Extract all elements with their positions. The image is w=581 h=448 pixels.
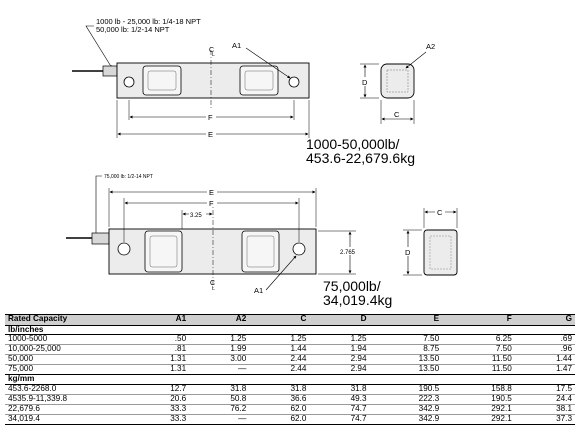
table-cell: 13.50 [370, 355, 443, 365]
table-cell: 34,019.4 [5, 414, 129, 424]
table-cell: 1.25 [249, 335, 309, 345]
table-section-label: kg/mm [5, 375, 575, 385]
table-cell: 11.50 [442, 365, 515, 375]
table-cell: .96 [515, 345, 575, 355]
top-label-c: C [394, 110, 400, 119]
table-header-cell: G [515, 315, 575, 326]
table-cell: 12.7 [129, 384, 189, 394]
table-header-cell: F [442, 315, 515, 326]
bottom-npt-note: 75,000 lb: 1/2-14 NPT [104, 174, 153, 180]
table-cell: 37.3 [515, 414, 575, 424]
table-cell: — [189, 414, 249, 424]
table-cell: 13.50 [370, 365, 443, 375]
table-cell: 38.1 [515, 404, 575, 414]
table-cell: 3.00 [189, 355, 249, 365]
table-cell: 62.0 [249, 404, 309, 414]
table-header-row [5, 315, 575, 326]
bottom-cell-body [109, 229, 316, 274]
table-header-cell: A2 [189, 315, 249, 326]
table-row [5, 355, 575, 365]
table-cell: 20.6 [129, 394, 189, 404]
top-hole-right [289, 77, 299, 87]
bottom-label-e: E [209, 188, 215, 197]
table-cell: 74.7 [309, 414, 369, 424]
bottom-label-325: 3.25 [190, 213, 202, 219]
bottom-load-cell-drawing [0, 165, 581, 315]
table-cell: 11.50 [442, 355, 515, 365]
table-cell: 62.0 [249, 414, 309, 424]
table-cell: 1.44 [249, 345, 309, 355]
top-label-a2: A2 [426, 42, 436, 51]
top-label-d: D [362, 78, 368, 87]
top-pocket-left [143, 66, 181, 95]
bottom-label-2765: 2.765 [340, 250, 356, 256]
table-cell: 1.25 [309, 335, 369, 345]
table-header-cell: Rated Capacity [5, 315, 129, 326]
table-cell: 17.5 [515, 384, 575, 394]
bottom-hole-right [293, 243, 305, 255]
table-cell: .81 [129, 345, 189, 355]
table-cell: 1.44 [515, 355, 575, 365]
table-row [5, 394, 575, 404]
table-row [5, 384, 575, 394]
table-cell: 7.50 [442, 345, 515, 355]
table-cell: 2.94 [309, 355, 369, 365]
table-cell: 1.31 [129, 355, 189, 365]
top-cable-fitting [103, 66, 117, 76]
table-cell: 1.99 [189, 345, 249, 355]
table-header-cell: D [309, 315, 369, 326]
table-cell: 4535.9-11,339.8 [5, 394, 129, 404]
table-cell: 8.75 [370, 345, 443, 355]
table-cell: 33.3 [129, 404, 189, 414]
table-cell: 50.8 [189, 394, 249, 404]
table-cell: 76.2 [189, 404, 249, 414]
bottom-pocket-left [145, 231, 182, 272]
table-cell: 292.1 [442, 414, 515, 424]
table-cell: 24.4 [515, 394, 575, 404]
top-pocket-right [240, 66, 278, 95]
bottom-caption-line2: 34,019.4kg [323, 292, 393, 308]
table-cell: 1.25 [189, 335, 249, 345]
dimensions-table [5, 314, 575, 425]
table-cell: 190.5 [442, 394, 515, 404]
top-load-cell-drawing [0, 0, 581, 165]
table-cell: 1.47 [515, 365, 575, 375]
table-cell: 1.31 [129, 365, 189, 375]
table-cell: 1.94 [309, 345, 369, 355]
table-cell: 292.1 [442, 404, 515, 414]
top-hole-left [124, 77, 134, 87]
table-cell: 36.6 [249, 394, 309, 404]
table-row [5, 414, 575, 424]
table-cell: 453.6-2268.0 [5, 384, 129, 394]
bottom-end-view [424, 230, 457, 275]
bottom-label-a1: A1 [254, 286, 264, 295]
top-npt-note-line1: 1000 lb - 25,000 lb: 1/4-18 NPT [96, 17, 201, 26]
top-end-view [381, 64, 414, 98]
bottom-note-leader [96, 176, 102, 238]
top-cl-c: C [209, 47, 215, 54]
table-header-cell: A1 [129, 315, 189, 326]
top-label-a1: A1 [232, 41, 242, 50]
table-cell: 31.8 [309, 384, 369, 394]
table-row [5, 345, 575, 355]
top-a2-leader [406, 52, 426, 68]
table-cell: 6.25 [442, 335, 515, 345]
table-cell: 33.3 [129, 414, 189, 424]
table-cell: 158.8 [442, 384, 515, 394]
table-cell: 74.7 [309, 404, 369, 414]
table-row [5, 404, 575, 414]
table-cell: 342.9 [370, 414, 443, 424]
table-header-cell: E [370, 315, 443, 326]
bottom-cl-c: C [210, 280, 216, 287]
table-cell: .50 [129, 335, 189, 345]
table-cell: 22,679.6 [5, 404, 129, 414]
bottom-cable-fitting [92, 233, 109, 244]
table-cell: 2.94 [309, 365, 369, 375]
table-cell: 10,000-25,000 [5, 345, 129, 355]
table-row [5, 365, 575, 375]
bottom-pocket-right [242, 231, 279, 272]
table-section-row [5, 325, 575, 335]
bottom-caption-line1: 75,000lb/ [323, 278, 381, 294]
table-cell: — [189, 365, 249, 375]
top-label-f: F [208, 113, 213, 122]
table-header-cell: C [249, 315, 309, 326]
table-cell: 31.8 [189, 384, 249, 394]
table-cell: 50,000 [5, 355, 129, 365]
table-cell: 2.44 [249, 365, 309, 375]
table-cell: 75,000 [5, 365, 129, 375]
bottom-label-f: F [209, 199, 214, 208]
top-cl-l: L [212, 52, 215, 58]
table-row [5, 335, 575, 345]
bottom-label-c: C [437, 208, 443, 217]
top-label-e: E [208, 130, 214, 139]
table-cell: 7.50 [370, 335, 443, 345]
table-cell: .69 [515, 335, 575, 345]
top-npt-note-line2: 50,000 lb: 1/2-14 NPT [96, 25, 170, 34]
bottom-label-d: D [405, 248, 411, 257]
table-section-row [5, 375, 575, 385]
table-cell: 190.5 [370, 384, 443, 394]
table-cell: 222.3 [370, 394, 443, 404]
table-cell: 1000-5000 [5, 335, 129, 345]
top-caption-line2: 453.6-22,679.6kg [306, 150, 415, 166]
top-caption-line1: 1000-50,000lb/ [306, 136, 400, 152]
table-cell: 342.9 [370, 404, 443, 414]
table-cell: 31.8 [249, 384, 309, 394]
bottom-cl-l: L [212, 286, 215, 292]
table-section-label: lb/inches [5, 325, 575, 335]
table-cell: 2.44 [249, 355, 309, 365]
bottom-hole-left [118, 243, 130, 255]
table-cell: 49.3 [309, 394, 369, 404]
